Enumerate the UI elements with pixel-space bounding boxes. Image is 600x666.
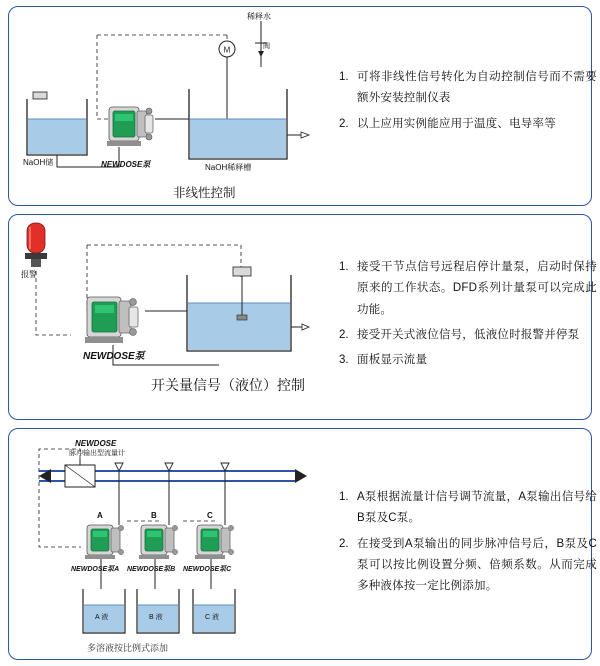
label-alarm: 报警 (21, 270, 37, 279)
caption-panel-2: 开关量信号（液位）控制 (151, 377, 305, 393)
label-water-in: 稀释水 (247, 12, 271, 21)
note-text: 接受开关式液位信号，低液位时报警并停泵 (357, 328, 580, 341)
label-pump-b: B (151, 511, 157, 520)
note-number: 3. (339, 354, 349, 367)
label-flowmeter: NEWDOSE (75, 439, 117, 448)
caption-panel-3: 多溶液按比例式添加 (87, 643, 169, 653)
label-pump-b-tag: NEWDOSE泵B (127, 566, 176, 573)
note-text: 面板显示流量 (357, 354, 428, 367)
note-item (339, 487, 597, 530)
panel-proportional-dosing (8, 428, 597, 660)
label-tank-b: B 液 (149, 614, 163, 621)
svg-text:M: M (223, 45, 231, 55)
label-tank-a: A 液 (95, 614, 109, 621)
label-flowmeter-sub: 脉冲输出型流量计 (69, 450, 125, 457)
label-tank-right: NaOH稀释槽 (205, 163, 252, 172)
label-pump-a-tag: NEWDOSE泵A (71, 566, 120, 573)
notes-panel-1 (339, 67, 597, 139)
label-pump-a: A (97, 511, 103, 520)
panel-switch-level-control (8, 214, 597, 420)
label-valve: 阀 (263, 43, 270, 50)
note-item (339, 350, 597, 371)
label-pump-c: C (207, 511, 213, 520)
label-pump: NEWDOSE泵 (83, 351, 145, 362)
note-item (339, 67, 597, 110)
note-number: 1. (339, 491, 349, 503)
note-text: 可将非线性信号转化为自动控制信号而不需要额外安装控制仪表 (357, 71, 597, 105)
note-item (339, 114, 597, 135)
diagram-nonlinear-control (9, 7, 339, 207)
note-text: 以上应用实例能应用于温度、电导率等 (357, 117, 556, 130)
note-text: A泵根据流量计信号调节流量，A泵输出信号给B泵及C泵。 (357, 491, 597, 525)
panel-nonlinear-control (8, 6, 597, 206)
note-item (339, 257, 597, 321)
note-item (339, 534, 597, 598)
note-number: 1. (339, 261, 349, 273)
alarm-beacon (25, 223, 47, 267)
notes-panel-3 (339, 487, 597, 601)
label-pump: NEWDOSE泵 (101, 160, 151, 169)
note-number: 2. (339, 117, 349, 130)
note-item (339, 325, 597, 346)
diagram-proportional-dosing (9, 429, 339, 661)
note-number: 1. (339, 71, 349, 83)
label-tank-left: NaOH储 (23, 158, 54, 167)
label-pump-c-tag: NEWDOSE泵C (183, 566, 232, 573)
notes-panel-2 (339, 257, 597, 375)
note-text: 在接受到A泵输出的同步脉冲信号后，B泵及C泵可以按比例设置分频、倍频系数。从而完成多种液体按一定比例添加。 (357, 537, 597, 593)
label-tank-c: C 液 (205, 614, 219, 621)
note-number: 2. (339, 537, 349, 550)
note-number: 2. (339, 328, 349, 341)
caption-panel-1: 非线性控制 (173, 186, 236, 200)
note-text: 接受干节点信号远程启停计量泵，启动时保持原来的工作状态。DFD系列计量泵可以完成此功能。 (357, 261, 597, 316)
